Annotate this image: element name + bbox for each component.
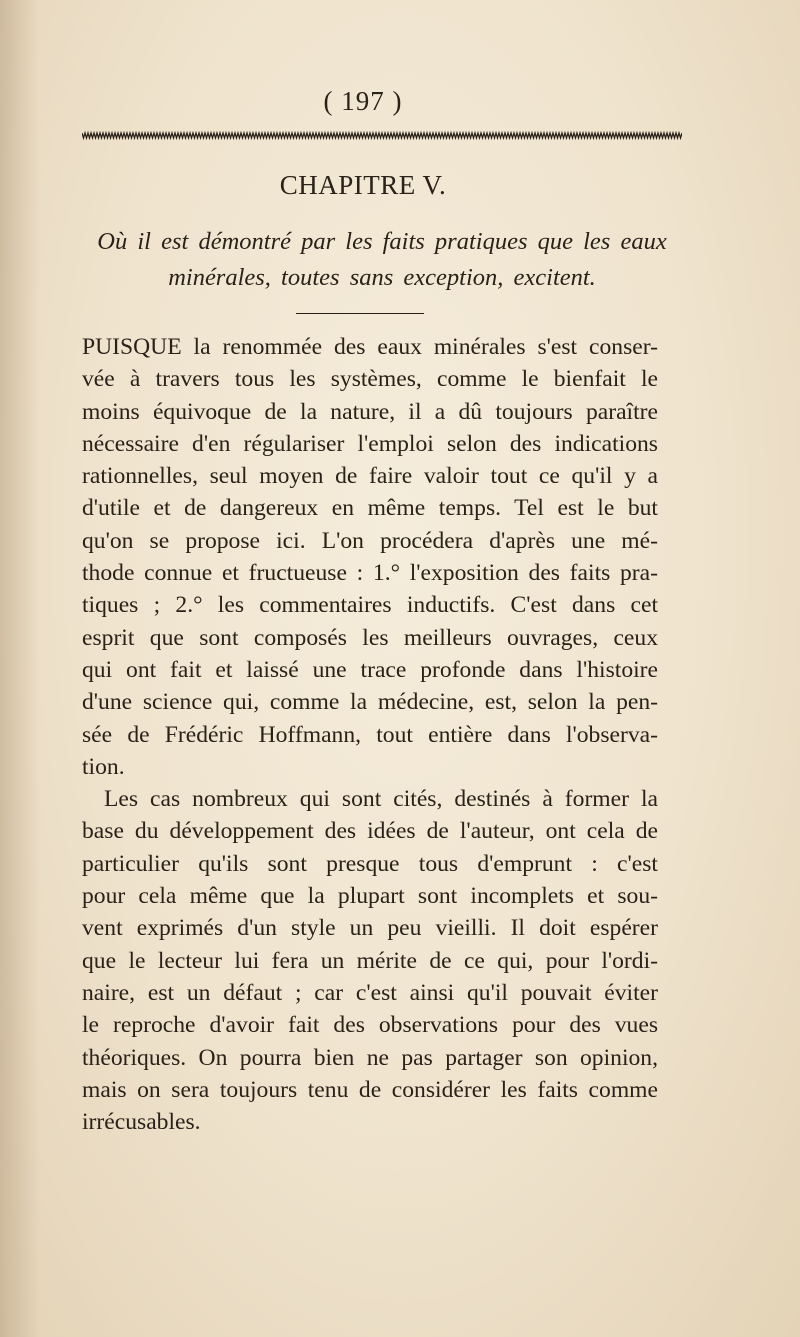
text-line: moins équivoque de la nature, il a dû toujours paraître — [82, 398, 658, 425]
text-line: naire, est un défaut ; car c'est ainsi qu'il pouvait éviter — [82, 979, 658, 1006]
chapter-title: CHAPITRE V. — [279, 170, 447, 200]
text-line: rationnelles, seul moyen de faire valoir tout ce qu'il y a — [82, 463, 658, 490]
chapter-subtitle-line: minérales, toutes sans exception, excitent. — [168, 264, 596, 291]
text-line: base du développement des idées de l'auteur, ont cela de — [82, 818, 658, 845]
text-line: pour cela même que la plupart sont incomplets et sou- — [82, 883, 658, 910]
text-line: tiques ; 2.° les commentaires inductifs. C'est dans cet — [82, 592, 658, 619]
text-line: théoriques. On pourra bien ne pas partager son opinion, — [82, 1044, 658, 1071]
text-line: Les cas nombreux qui sont cités, destinés à former la — [104, 786, 658, 813]
text-line: PUISQUE la renommée des eaux minérales s'est conser- — [82, 334, 658, 360]
text-line: qu'on se propose ici. L'on procédera d'après une mé- — [82, 527, 658, 554]
text-line: nécessaire d'en régulariser l'emploi selon des indications — [82, 430, 658, 457]
text-line: thode connue et fructueuse : 1.° l'exposition des faits pra- — [82, 560, 658, 587]
paragraph — [82, 783, 658, 1138]
text-line: le reproche d'avoir fait des observations pour des vues — [82, 1012, 658, 1039]
text-line: vée à travers tous les systèmes, comme le bienfait le — [82, 366, 658, 393]
text-line: que le lecteur lui fera un mérite de ce qui, pour l'ordi- — [82, 947, 658, 974]
text-line: particulier qu'ils sont presque tous d'emprunt : c'est — [82, 850, 658, 877]
body-text — [82, 331, 658, 1138]
text-line: vent exprimés d'un style un peu vieilli. Il doit espérer — [82, 915, 658, 942]
text-line: esprit que sont composés les meilleurs ouvrages, ceux — [82, 624, 658, 651]
page-number: ( 197 ) — [323, 86, 403, 116]
text-line: tion. — [82, 753, 125, 780]
text-line: d'une science qui, comme la médecine, est, selon la pen- — [82, 689, 658, 716]
text-line: sée de Frédéric Hoffmann, tout entière dans l'observa- — [82, 721, 658, 748]
section-rule — [296, 313, 424, 314]
text-line: qui ont fait et laissé une trace profonde dans l'histoire — [82, 656, 658, 683]
paragraph — [82, 331, 658, 783]
text-line: irrécusables. — [82, 1109, 201, 1136]
text-line: d'utile et de dangereux en même temps. Tel est le but — [82, 495, 658, 522]
chapter-subtitle — [82, 224, 682, 296]
ornamental-divider — [82, 131, 682, 140]
zigzag-ornament-icon — [82, 131, 682, 140]
text-line: mais on sera toujours tenu de considérer les faits comme — [82, 1076, 658, 1103]
chapter-subtitle-line: Où il est démontré par les faits pratiques que les eaux — [97, 228, 667, 255]
